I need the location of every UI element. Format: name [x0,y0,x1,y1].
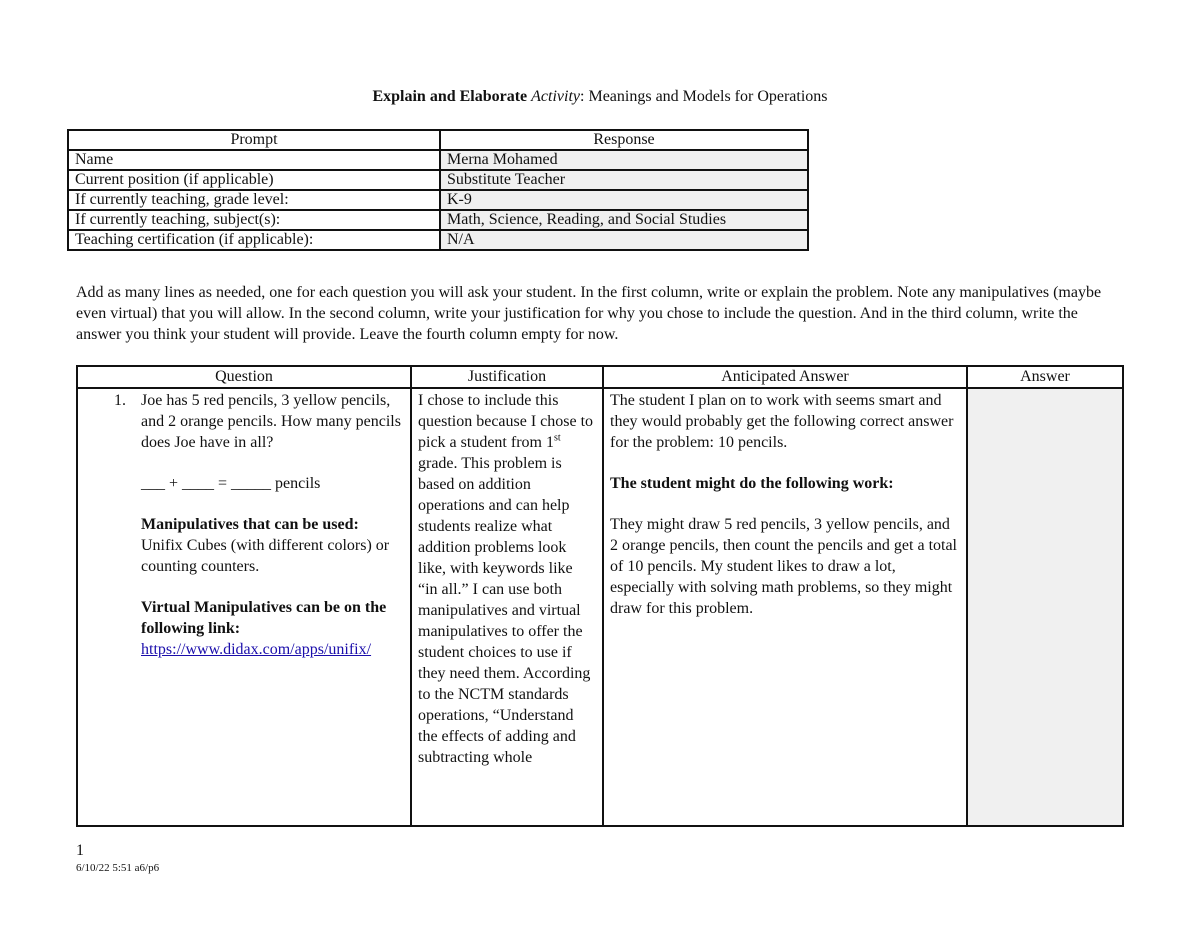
student-work-heading: The student might do the following work: [610,475,894,492]
question-number: 1. [114,392,126,409]
info-prompt: Name [68,150,440,170]
virtual-manipulatives-heading: Virtual Manipulatives can be on the following link: [141,599,387,637]
info-prompt: If currently teaching, grade level: [68,190,440,210]
info-row-position [68,170,808,190]
info-prompt: Current position (if applicable) [68,170,440,190]
info-header-row [68,130,808,150]
question-body [141,390,404,660]
header-answer: Answer [967,366,1123,388]
info-header-prompt: Prompt [68,130,440,150]
info-response-field[interactable]: K-9 [440,190,808,210]
question-cell[interactable] [77,388,411,826]
info-response-field[interactable]: Substitute Teacher [440,170,808,190]
question-table [76,365,1124,827]
info-response-field[interactable]: Math, Science, Reading, and Social Studies [440,210,808,230]
anticipated-answer-cell[interactable] [603,388,967,826]
header-question: Question [77,366,411,388]
title-italic: Activity [531,88,581,105]
ordinal-superscript: st [553,432,561,444]
info-row-certification [68,230,808,250]
header-justification: Justification [411,366,603,388]
title-rest: : Meanings and Models for Operations [580,88,828,105]
info-response-field[interactable]: Merna Mohamed [440,150,808,170]
info-table [67,129,809,251]
page-title [0,88,1200,106]
justification-cell[interactable] [411,388,603,826]
student-work-text: They might draw 5 red pencils, 3 yellow pencils, and 2 orange pencils, then count the pencils and get a total of 10 pencils. My student likes to draw a lot, especially with solving math problems, so they might draw for this problem. [610,516,957,617]
page-number: 1 [76,842,84,859]
qa-header-row [77,366,1123,388]
info-prompt: If currently teaching, subject(s): [68,210,440,230]
date-stamp: 6/10/22 5:51 a6/p6 [76,862,160,874]
justification-text: I chose to include this question because I chose to pick a student from 1st grade. This problem is based on addition operations and can help students realize what addition problems look like, with keywords like “in all.” I can use both manipulatives and virtual manipulatives to offer the student choices to use if they need them. According to the NCTM standards operations, “Understand the effects of adding and subtracting whole [418,392,594,766]
question-text: Joe has 5 red pencils, 3 yellow pencils, and 2 orange pencils. How many pencils does Joe have in all? [141,392,401,451]
manipulatives-heading: Manipulatives that can be used: [141,516,359,533]
equation-blank: ___ + ____ = _____ pencils [141,475,321,492]
info-row-grade [68,190,808,210]
anticipated-answer-text: The student I plan on to work with seems smart and they would probably get the following correct answer for the problem: 10 pencils. [610,392,954,451]
info-prompt: Teaching certification (if applicable): [68,230,440,250]
unifix-link[interactable]: https://www.didax.com/apps/unifix/ [141,641,372,658]
info-header-response: Response [440,130,808,150]
info-row-name [68,150,808,170]
title-bold: Explain and Elaborate [372,88,528,105]
question-item [84,390,404,660]
info-response-field[interactable]: N/A [440,230,808,250]
header-anticipated-answer: Anticipated Answer [603,366,967,388]
manipulatives-text: Unifix Cubes (with different colors) or counting counters. [141,537,390,575]
answer-cell[interactable] [967,388,1123,826]
info-row-subjects [68,210,808,230]
instructions-text: Add as many lines as needed, one for each question you will ask your student. In the first column, write or explain the problem. Note any manipulatives (maybe even virtual) that you will allow. In the second column, write your justification for why you chose to include the question. And in the third column, write the answer you think your student will provide. Leave the fourth column empty for now. [76,284,1102,343]
table-row [77,388,1123,826]
